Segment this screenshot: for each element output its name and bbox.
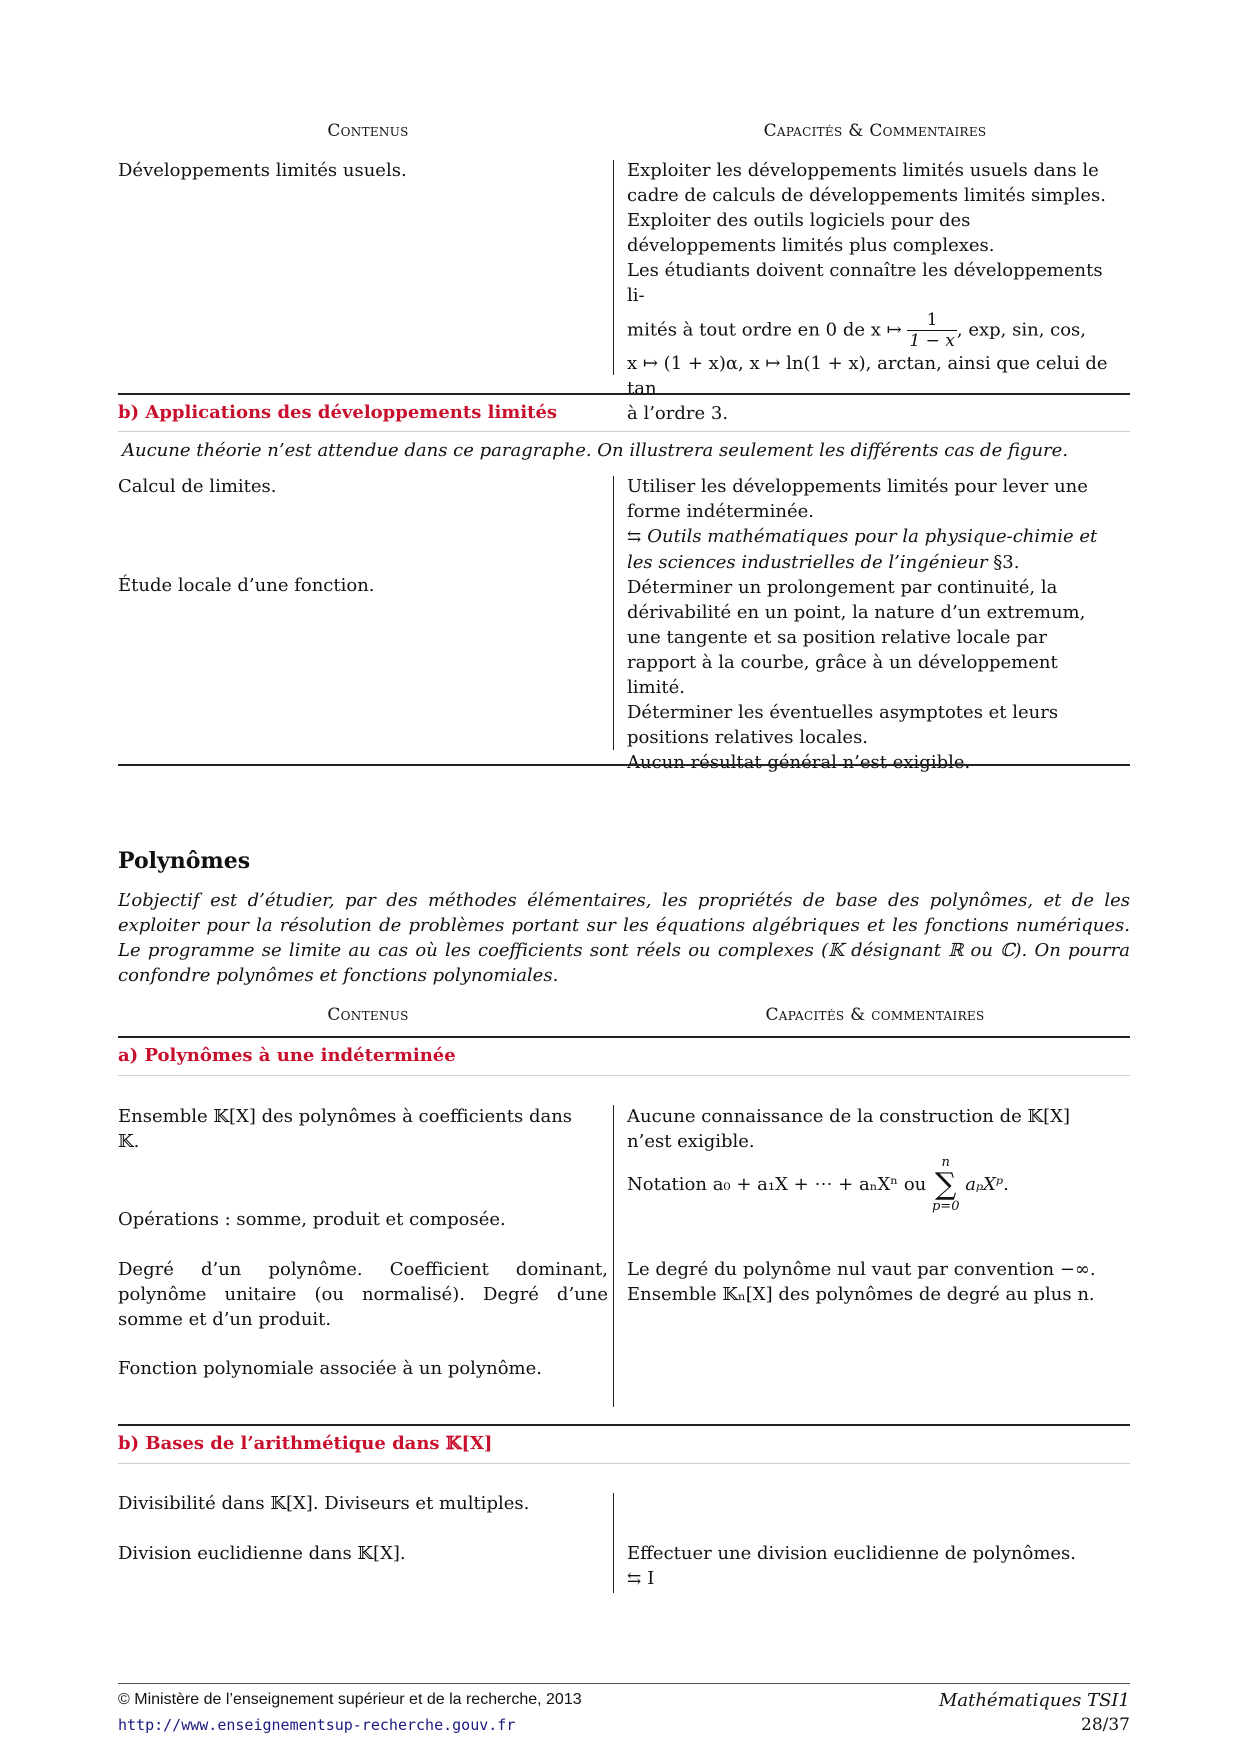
row-capacite xyxy=(627,1257,1117,1307)
fraction xyxy=(907,310,956,351)
row-capacite xyxy=(627,158,1117,426)
capacite-text: Utiliser les développements limités pour lever une forme indéterminée. xyxy=(627,476,1088,522)
cross-reference-ref: §3. xyxy=(993,552,1020,573)
row-contenu: Divisibilité dans 𝕂[X]. Diviseurs et multiples. xyxy=(118,1493,530,1514)
row-capacite xyxy=(627,474,1117,775)
divider xyxy=(118,1036,1130,1038)
row-contenu: Calcul de limites. xyxy=(118,476,277,497)
column-divider xyxy=(613,1105,614,1407)
footer-url-link[interactable]: http://www.enseignementsup-recherche.gouv.fr xyxy=(118,1716,516,1734)
row-contenu: Étude locale d’une fonction. xyxy=(118,575,375,596)
capacite-text: Ensemble 𝕂ₙ[X] des polynômes de degré au plus n. xyxy=(627,1284,1095,1305)
column-divider xyxy=(613,160,614,375)
capacite-text: Exploiter des outils logiciels pour des développements limités plus complexes. xyxy=(627,210,995,256)
sum-upper: n xyxy=(941,1155,950,1170)
column-divider xyxy=(613,1493,614,1593)
fraction-numerator: 1 xyxy=(907,310,956,331)
sum-sigma: ∑ xyxy=(935,1167,957,1202)
row-contenu: Opérations : somme, produit et composée. xyxy=(118,1209,506,1230)
header-capacites: Capacités & Commentaires xyxy=(763,121,987,141)
column-divider xyxy=(613,476,614,750)
divider xyxy=(118,1424,1130,1426)
section-title: b) Applications des développements limités xyxy=(118,402,558,423)
row-contenu: Développements limités usuels. xyxy=(118,160,407,181)
row-contenu: Ensemble 𝕂[X] des polynômes à coefficients dans 𝕂. xyxy=(118,1106,573,1152)
capacite-text: Notation a₀ + a₁X + ⋯ + aₙXⁿ ou xyxy=(627,1174,927,1195)
row-capacite xyxy=(627,1541,1117,1592)
section-intro: L’objectif est d’étudier, par des méthodes élémentaires, les propriétés de base des polynômes, et de les exploiter pour la résolution de problèmes portant sur les équations algébriques et les fonctions numériques. Le programme se limite au cas où les coefficients sont réels ou complexes (𝕂 désignant ℝ ou ℂ). On pourra confondre polynômes et fonctions polynomiales. xyxy=(118,890,1130,986)
capacite-text: x ↦ (1 + x)α, x ↦ ln(1 + x), arctan, ainsi que celui de tan xyxy=(627,353,1108,399)
page-title: Polynômes xyxy=(118,848,251,874)
fraction-denominator: 1 − x xyxy=(909,331,955,351)
section-title: a) Polynômes à une indéterminée xyxy=(118,1045,456,1066)
capacite-text: mités à tout ordre en 0 de x ↦ xyxy=(627,319,902,341)
capacite-text: Le degré du polynôme nul vaut par convention −∞. xyxy=(627,1259,1096,1280)
sum-term: aₚXᵖ. xyxy=(965,1174,1009,1195)
capacite-text: , exp, sin, cos, xyxy=(956,319,1087,341)
capacite-text: Aucune connaissance de la construction de 𝕂[X] n’est exigible. xyxy=(627,1106,1070,1152)
header-contenus: Contenus xyxy=(327,1005,409,1025)
cross-reference-icon: ⇆ xyxy=(627,1569,642,1589)
divider xyxy=(118,764,1130,766)
capacite-text: à l’ordre 3. xyxy=(627,403,729,424)
footer-course: Mathématiques TSI1 xyxy=(938,1690,1130,1711)
capacite-text: Les étudiants doivent connaître les développements li- xyxy=(627,260,1103,306)
footer-copyright: © Ministère de l’enseignement supérieur et de la recherche, 2013 xyxy=(118,1691,582,1708)
row-capacite xyxy=(627,1104,1117,1214)
footer-page-number: 28/37 xyxy=(1081,1715,1130,1735)
cross-reference[interactable] xyxy=(627,524,1117,575)
divider xyxy=(118,431,1130,432)
capacite-text: Aucun résultat général n’est exigible. xyxy=(627,752,971,773)
sum-lower: p=0 xyxy=(931,1199,960,1214)
section-title: b) Bases de l’arithmétique dans 𝕂[X] xyxy=(118,1433,493,1454)
formula-line xyxy=(627,1156,1117,1214)
capacite-text: Exploiter les développements limités usuels dans le cadre de calculs de développements limités simples. xyxy=(627,160,1106,206)
row-contenu: Degré d’un polynôme. Coefficient dominant, polynôme unitaire (ou normalisé). Degré d’une somme et d’un produit. xyxy=(118,1259,608,1330)
row-contenu: Fonction polynomiale associée à un polynôme. xyxy=(118,1358,542,1379)
footer-divider xyxy=(118,1683,1130,1684)
formula-line xyxy=(627,310,1117,351)
cross-reference-text: I xyxy=(647,1568,655,1589)
header-capacites: Capacités & commentaires xyxy=(765,1005,985,1025)
cross-reference[interactable] xyxy=(627,1566,1117,1592)
row-contenu: Division euclidienne dans 𝕂[X]. xyxy=(118,1543,406,1564)
divider xyxy=(118,1463,1130,1464)
capacite-text: Déterminer un prolongement par continuité, la dérivabilité en un point, la nature d’un extremum, une tangente et sa position relative locale par rapport à la courbe, grâce à un développement limité. xyxy=(627,577,1086,698)
cross-reference-icon: ⇆ xyxy=(627,527,642,547)
header-contenus: Contenus xyxy=(327,121,409,141)
section-intro: Aucune théorie n’est attendue dans ce paragraphe. On illustrera seulement les différents cas de figure. xyxy=(122,440,1069,461)
capacite-text: Déterminer les éventuelles asymptotes et leurs positions relatives locales. xyxy=(627,702,1059,748)
divider xyxy=(118,393,1130,395)
cross-reference-text: Outils mathématiques pour la physique-chimie et les sciences industrielles de l’ingénieur xyxy=(627,526,1098,573)
capacite-text: Effectuer une division euclidienne de polynômes. xyxy=(627,1543,1076,1564)
sum-symbol xyxy=(932,1156,960,1214)
divider xyxy=(118,1075,1130,1076)
